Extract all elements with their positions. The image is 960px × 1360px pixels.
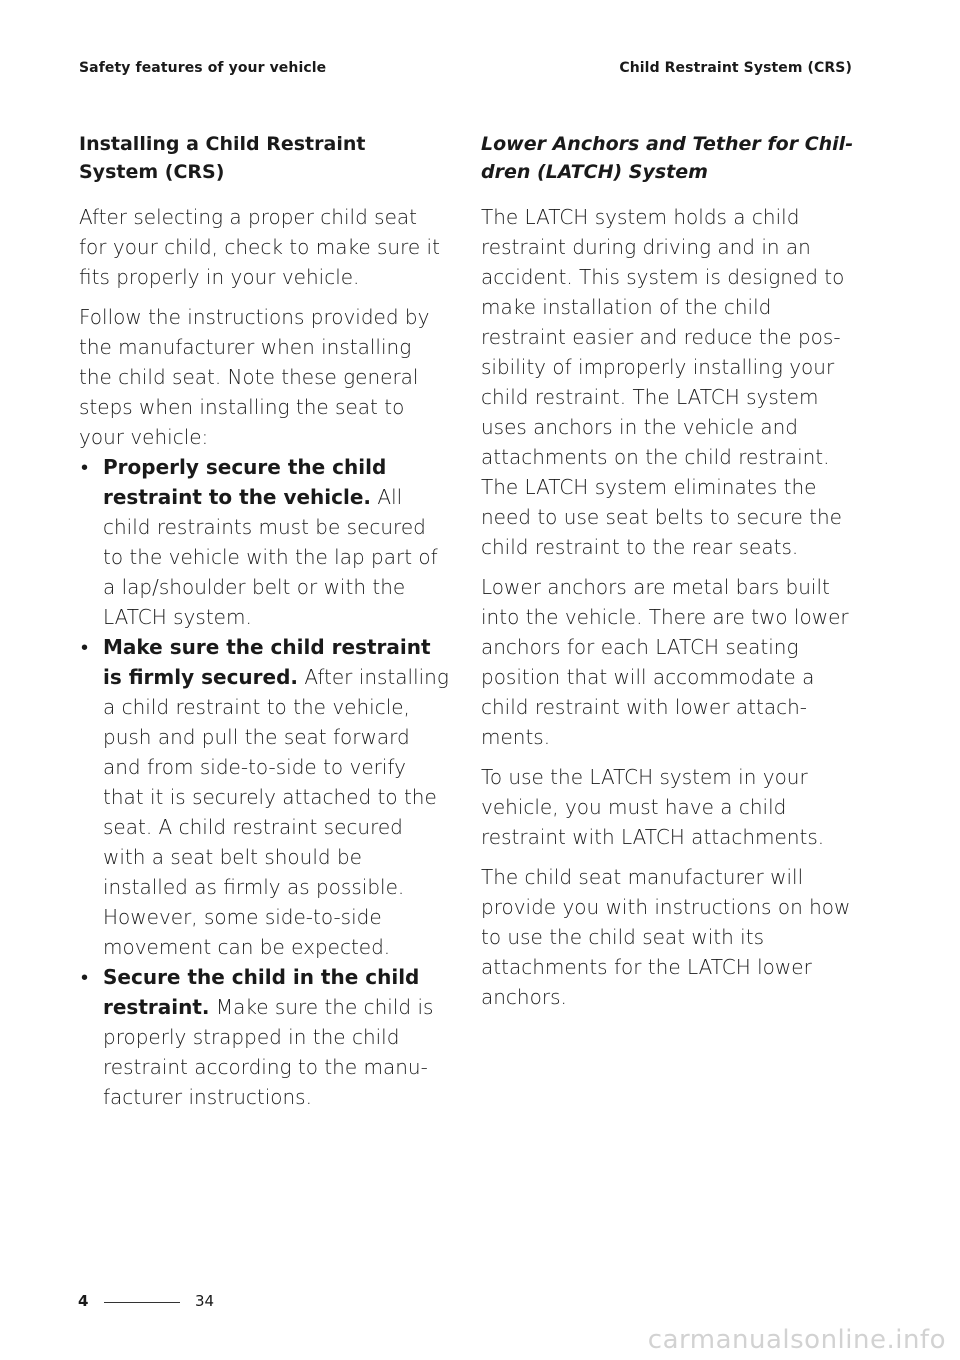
right-column [481,130,856,1022]
bullet-item [79,632,449,962]
paragraph: After selecting a proper child seat for your child, check to make sure it fits properly in your vehicle. [79,205,440,289]
bullet-item [79,962,449,1112]
bullet-bold-lead: Secure the child in the child restraint. [103,965,420,1019]
bullet-icon: • [81,965,89,989]
watermark: carmanualsonline.info [647,1325,946,1355]
bullet-item [79,452,449,632]
bullet-text: All child restraints must be secured to the vehicle with the lap part of a lap/shoulder belt or with the LATCH system. [103,485,438,629]
bullet-bold-lead: Make sure the child restraint is firmly secured. [103,635,431,689]
bullet-text: Make sure the child is properly strapped in the child restraint according to the manu-facturer instructions. [103,995,434,1109]
header-section-title: Safety features of your vehicle [79,60,327,76]
header-topic-title: Child Restraint System (CRS) [619,60,852,76]
installing-crs-heading: Installing a Child Restraint System (CRS) [79,133,366,183]
footer-divider [104,1302,180,1303]
page-number: 34 [195,1292,215,1310]
chapter-number: 4 [78,1292,89,1310]
latch-heading: Lower Anchors and Tether for Chil-dren (LATCH) System [481,133,854,183]
left-column [79,130,449,1112]
paragraph: To use the LATCH system in your vehicle, you must have a child restraint with LATCH attachments. [481,765,825,849]
bullet-bold-lead: Properly secure the child restraint to the vehicle. [103,455,387,509]
paragraph: Lower anchors are metal bars built into the vehicle. There are two lower anchors for each LATCH seating position that will accommodate a child restraint with lower attach-ments. [481,575,849,749]
paragraph: Follow the instructions provided by the manufacturer when installing the child seat. Note these general steps when installing the seat to your vehicle: [79,305,430,449]
bullet-icon: • [81,635,89,659]
paragraph: The child seat manufacturer will provide you with instructions on how to use the child seat with its attachments for the LATCH lower anchors. [481,865,851,1009]
bullet-icon: • [81,455,89,479]
bullet-text: After installing a child restraint to the vehicle, push and pull the seat forward and from side-to-side to verify that it is securely attached to the seat. A child restraint secured with a seat belt should be installed as firmly as possible. However, some side-to-side movement can be expected. [103,665,449,959]
paragraph: The LATCH system holds a child restraint during driving and in an accident. This system is designed to make installation of the child restraint easier and reduce the pos-sibility of improperly installing your child restraint. The LATCH system uses anchors in the vehicle and attachments on the child restraint. The LATCH system eliminates the need to use seat belts to secure the child restraint to the rear seats. [481,205,845,559]
